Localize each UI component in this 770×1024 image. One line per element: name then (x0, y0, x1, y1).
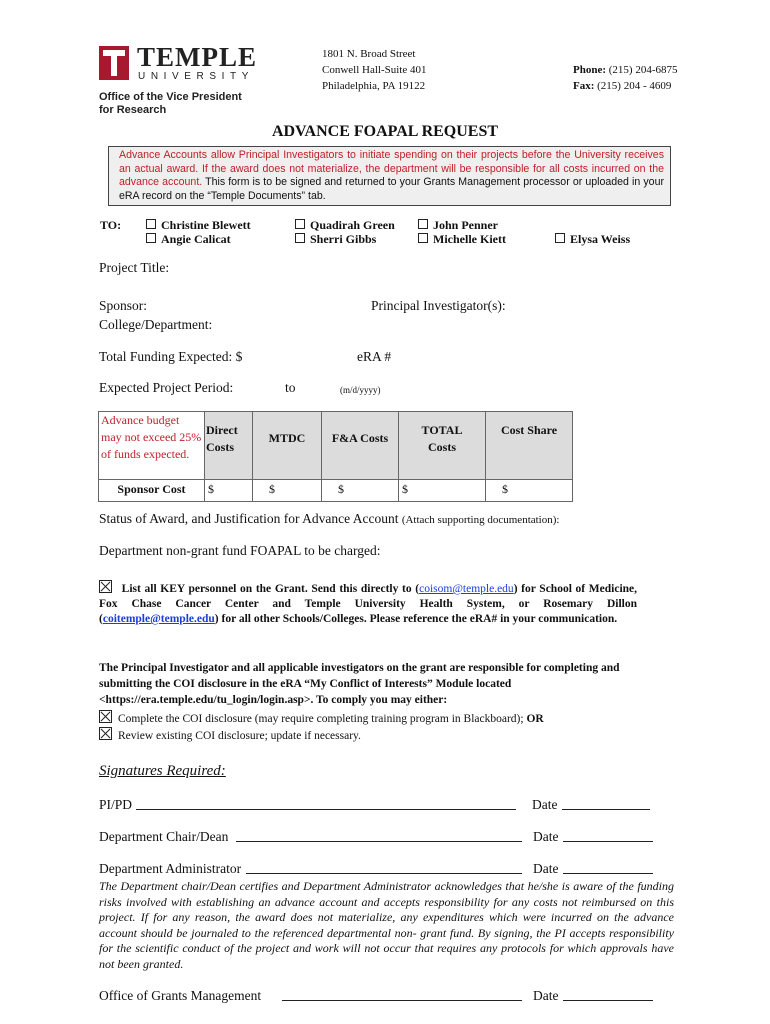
checkbox-icon[interactable] (555, 233, 565, 243)
to-label: TO: (100, 218, 122, 232)
chair-date-line[interactable] (563, 841, 653, 842)
checkbox-icon[interactable] (295, 219, 305, 229)
status-label (99, 511, 559, 527)
pi-label: Principal Investigator(s): (371, 298, 506, 313)
contact-block (573, 62, 678, 94)
pipd-date-line[interactable] (562, 809, 650, 810)
budget-note: Advance budget may not exceed 25% of funds expected. (99, 412, 205, 480)
pipd-label: PI/PD (99, 797, 133, 812)
cell-cost-share[interactable]: $ (486, 480, 573, 502)
logo-wordmark: TEMPLE (137, 42, 258, 72)
checkbox-icon[interactable] (295, 233, 305, 243)
recipient-checkbox[interactable] (555, 232, 630, 247)
coi-option-2-text: Review existing COI disclosure; update if necessary. (118, 730, 361, 742)
recipient-label: Michelle Kiett (433, 232, 506, 246)
phone-number: (215) 204-6875 (608, 64, 678, 76)
header-fa-costs: F&A Costs (322, 412, 399, 480)
notice-warning: Advance Accounts allow Principal Investigators to initiate spending on their projects before the University receives an actual award. If the award does not materialize, the department will be responsible for all costs incurred on the advance account. (119, 149, 664, 188)
address-line-2: Conwell Hall-Suite 401 (322, 64, 427, 76)
chair-label: Department Chair/Dean (99, 829, 229, 844)
admin-signature-line[interactable] (246, 873, 522, 874)
recipient-checkbox[interactable] (146, 218, 251, 233)
certification-text: The Department chair/Dean certifies and Department Administrator acknowledges that he/she is aware of the funding risks involved with establishing an advance account and accepts responsibility for any costs not reimbursed on this project. If for any reason, the award does not materialize, any expenditures which were incurred on the advance account should be journaled to the referenced departmental non- grant fund. By signing, the PI accepts responsibility for the scientific conduct of the project and work will not occur that requires any protocols for which approvals have not been granted. (99, 879, 674, 971)
admin-date-line[interactable] (563, 873, 653, 874)
checkbox-icon[interactable] (418, 233, 428, 243)
coi-option-1-text: Complete the COI disclosure (may require completing training program in Blackboard); (118, 713, 524, 725)
sponsor-label: Sponsor: (99, 298, 148, 313)
key-text-2: ) for School of Medicine, Fox Chase Cancer Center and Temple University Health System, or Rosemary Dillon ( (99, 583, 638, 625)
row-label-sponsor-cost: Sponsor Cost (99, 480, 205, 502)
checked-box-icon[interactable] (99, 710, 112, 723)
key-personnel-instructions (99, 580, 637, 627)
checked-box-icon[interactable] (99, 727, 112, 740)
header-total-costs: TOTAL Costs (399, 412, 486, 480)
recipient-checkbox[interactable] (418, 232, 506, 247)
period-to-label: to (285, 380, 296, 395)
cell-fa-costs[interactable]: $ (322, 480, 399, 502)
period-label: Expected Project Period: (99, 380, 234, 395)
recipient-checkbox[interactable] (418, 218, 498, 233)
fax-label: Fax: (573, 80, 595, 92)
checkbox-icon[interactable] (146, 219, 156, 229)
header-mtdc: MTDC (253, 412, 322, 480)
fax-number: (215) 204 - 4609 (597, 80, 672, 92)
admin-label: Department Administrator (99, 861, 242, 876)
cell-direct-costs[interactable]: $ (205, 480, 253, 502)
logo-university: UNIVERSITY (138, 71, 255, 82)
cell-mtdc[interactable]: $ (253, 480, 322, 502)
chair-signature-line[interactable] (236, 841, 522, 842)
temple-logo-mark (99, 46, 129, 80)
coi-instructions: The Principal Investigator and all applicable investigators on the grant are responsible for completing and submitting the COI disclosure in the eRA “My Conflict of Interests” Module located <https://era.temple.edu/tu_login/login.asp>. To comply you may either: (99, 662, 620, 706)
dept-foapal-label: Department non-grant fund FOAPAL to be charged: (99, 543, 381, 558)
office-line-2: for Research (99, 104, 167, 116)
notice-box (108, 146, 671, 206)
coi-or: OR (526, 713, 544, 725)
date-format-hint: (m/d/yyyy) (340, 385, 381, 395)
coitemple-email-link[interactable]: coitemple@temple.edu (102, 613, 215, 625)
recipient-label: Christine Blewett (161, 218, 251, 232)
recipient-label: Sherri Gibbs (310, 232, 377, 246)
signatures-heading: Signatures Required: (99, 763, 226, 779)
pipd-signature-line[interactable] (136, 809, 516, 810)
checked-box-icon[interactable] (99, 580, 112, 593)
status-note: (Attach supporting documentation): (401, 514, 560, 526)
admin-date-label: Date (533, 861, 559, 876)
checkbox-icon[interactable] (146, 233, 156, 243)
checkbox-icon[interactable] (418, 219, 428, 229)
recipient-label: John Penner (433, 218, 499, 232)
budget-table (98, 411, 573, 502)
pipd-date-label: Date (532, 797, 558, 812)
page-title: ADVANCE FOAPAL REQUEST (271, 123, 499, 140)
coisom-email-link[interactable]: coisom@temple.edu (419, 583, 514, 595)
recipient-label: Angie Calicat (161, 232, 231, 246)
college-label: College/Department: (99, 317, 213, 332)
recipient-label: Elysa Weiss (570, 232, 631, 246)
recipient-checkbox[interactable] (146, 232, 231, 247)
recipient-label: Quadirah Green (310, 218, 395, 232)
recipient-checkbox[interactable] (295, 232, 376, 247)
ogm-signature-line[interactable] (282, 1000, 522, 1001)
ogm-date-line[interactable] (563, 1000, 653, 1001)
notice-instructions: This form is to be signed and returned to your Grants Management processor or uploaded in your eRA record on the “Temple Documents” tab. (119, 176, 664, 202)
project-title-label: Project Title: (99, 260, 170, 275)
coi-option-review[interactable] (99, 727, 361, 744)
address-block (322, 46, 427, 94)
key-text-1: List all KEY personnel on the Grant. Send this directly to ( (121, 583, 420, 595)
address-line-1: 1801 N. Broad Street (322, 48, 416, 60)
phone-label: Phone: (573, 64, 606, 76)
ogm-label: Office of Grants Management (99, 988, 262, 1003)
key-text-3: ) for all other Schools/Colleges. Please reference the eRA# in your communication. (214, 613, 618, 625)
ogm-date-label: Date (533, 988, 559, 1003)
office-name (99, 91, 242, 117)
cell-total-costs[interactable]: $ (399, 480, 486, 502)
header-direct-costs: Direct Costs (205, 412, 253, 480)
recipient-checkbox[interactable] (295, 218, 395, 233)
status-text: Status of Award, and Justification for Advance Account (99, 511, 399, 526)
coi-option-complete[interactable] (99, 710, 544, 727)
chair-date-label: Date (533, 829, 559, 844)
era-label: eRA # (357, 349, 392, 364)
header-cost-share: Cost Share (486, 412, 573, 480)
address-line-3: Philadelphia, PA 19122 (322, 80, 426, 92)
funding-label: Total Funding Expected: $ (99, 349, 243, 364)
office-line-1: Office of the Vice President (99, 91, 242, 103)
